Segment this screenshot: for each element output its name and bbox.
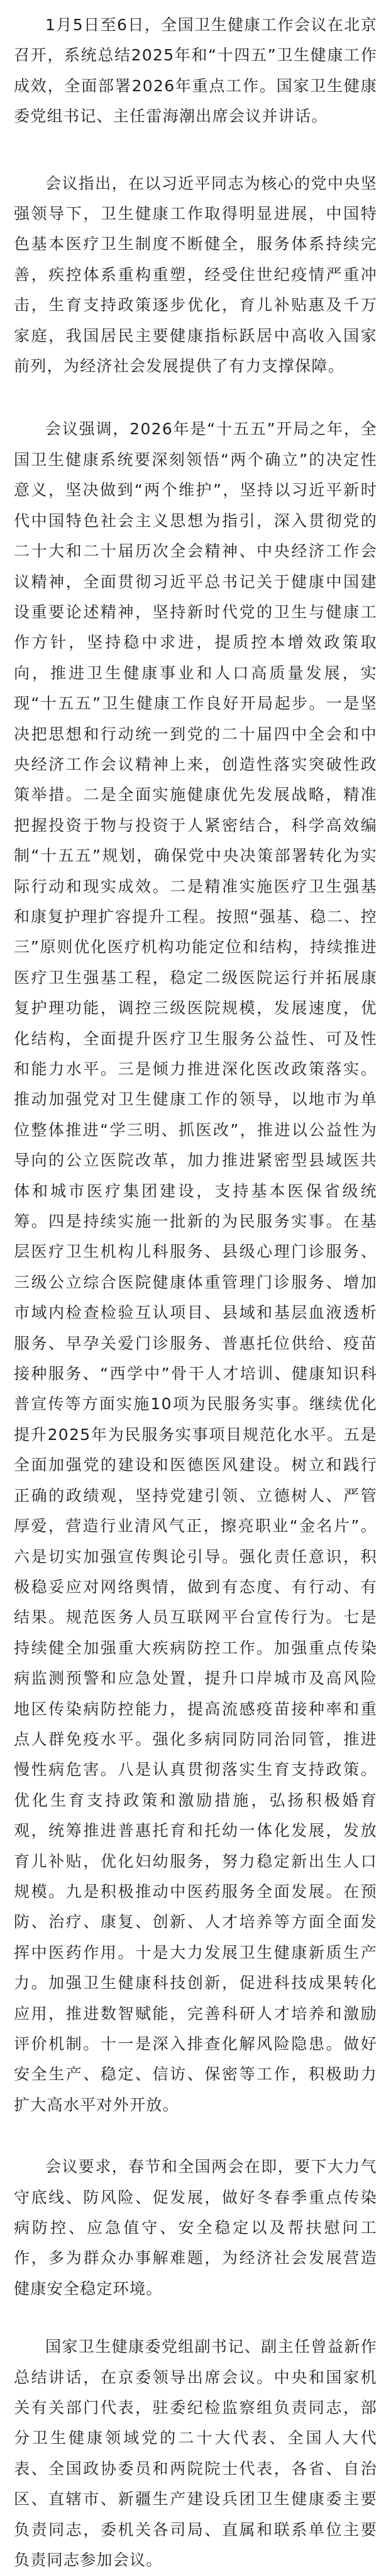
paragraph-spacer (14, 132, 377, 169)
paragraph-spacer (14, 2120, 377, 2152)
paragraph-spacer (14, 2304, 377, 2332)
paragraph-meeting-intro: 1月5日至6日，全国卫生健康工作会议在北京召开，系统总结2025年和“十四五”卫生健康工作成效，全面部署2026年重点工作。国家卫生健康委党组书记、主任雷海潮出席会议并讲话。 (14, 16, 377, 126)
paragraph-spacer (14, 381, 377, 414)
paragraph-requirements: 会议要求，春节和全国两会在即，要下大力气守底线、防风险、促发展，做好冬春季重点传染病防控、应急值守、安全稳定以及帮扶慰问工作，多为群众办事解难题，为经济社会发展营造健康安全稳定环境。 (14, 2157, 377, 2298)
paragraph-attendees: 国家卫生健康委党组副书记、副主任曾益新作总结讲话，在京委领导出席会议。中央和国家机关有关部门代表，驻委纪检监察组负责同志，部分卫生健康领域党的二十大代表、全国人大代表、全国政协委员和两院院士代表，各省、自治区、直辖市、新疆生产建设兵团卫生健康委主要负责同志，委机关各司局、直属和联系单位主要负责同志参加会议。 (14, 2337, 377, 2570)
paragraph-achievements: 会议指出，在以习近平同志为核心的党中央坚强领导下，卫生健康工作取得明显进展，中国特色基本医疗卫生制度不断健全，服务体系持续完善，疾控体系重构重塑，经受住世纪疫情严重冲击，生育支持政策逐步优化，育儿补贴惠及千万家庭，我国居民主要健康指标跃居中高收入国家前列，为经济社会发展提供了有力支撑保障。 (14, 174, 377, 376)
paragraph-key-tasks: 会议强调，2026年是“十五五”开局之年，全国卫生健康系统要深刻领悟“两个确立”的决定性意义，坚决做到“两个维护”，坚持以习近平新时代中国特色社会主义思想为指引，深入贯彻党的二十大和二十届历次全会精神、中央经济工作会议精神，全面贯彻习近平总书记关于健康中国建设重要论述精神，坚持新时代党的卫生与健康工作方针，坚持稳中求进，提质控本增效政策取向，推进卫生健康事业和人口高质量发展，实现“十五五”卫生健康工作良好开局起步。一是坚决把思想和行动统一到党的二十届四中全会和中央经济工作会议精神上来，创造性落实突破性政策举措。二是全面实施健康优先发展战略，精准把握投资于物与投资于人紧密结合，科学高效编制“十五五”规划，确保党中央决策部署转化为实际行动和现实成效。二是精准实施医疗卫生强基和康复护理扩容提升工程。按照“强基、稳二、控三”原则优化医疗机构功能定位和结构，持续推进医疗卫生强基工程，稳定二级医院运行并拓展康复护理功能，调控三级医院规模，发展速度，优化结构，全面提升医疗卫生服务公益性、可及性和能力水平。三是倾力推进深化医改政策落实。推动加强党对卫生健康工作的领导，以地市为单位整体推进“学三明、抓医改”，推进以公益性为导向的公立医院改革，加力推进紧密型县域医共体和城市医疗集团建设，支持基本医保省级统筹。四是持续实施一批新的为民服务实事。在基层医疗卫生机构儿科服务、县级心理门诊服务、三级公立综合医院健康体重管理门诊服务、增加市域内检查检验互认项目、县域和基层血液透析服务、早孕关爱门诊服务、普惠托位供给、疫苗接种服务、“西学中”骨干人才培训、健康知识科普宣传等方面实施10项为民服务实事。继续优化提升2025年为民服务实事项目规范化水平。五是全面加强党的建设和医德医风建设。树立和践行正确的政绩观，坚持党建引领、立德树人、严管厚爱，营造行业清风气正，擦亮职业“金名片”。六是切实加强宣传舆论引导。强化责任意识，积极稳妥应对网络舆情，做到有态度、有行动、有结果。规范医务人员互联网平台宣传行为。七是持续健全加强重大疾病防控工作。加强重点传染病监测预警和应急处置，提升口岸城市及高风险地区传染病防控能力，提高流感疫苗接种率和重点人群免疫水平。强化多病同防同治同管，推进慢性病危害。八是认真贯彻落实生育支持政策。优化生育支持政策和激励措施，弘扬积极婚育观，统筹推进普惠托育和托幼一体化发展，发放育儿补贴，优化妇幼服务，努力稳定新出生人口规模。九是积极推动中医药服务全面发展。在预防、治疗、康复、创新、人才培养等方面全面发挥中医药作用。十是大力发展卫生健康新质生产力。加强卫生健康科技创新，促进科技成果转化应用，推进数智赋能，完善科研人才培养和激励评价机制。十一是深入排查化解风险隐患。做好安全生产、稳定、信访、保密等工作，积极助力扩大高水平对外开放。 (14, 420, 377, 2114)
